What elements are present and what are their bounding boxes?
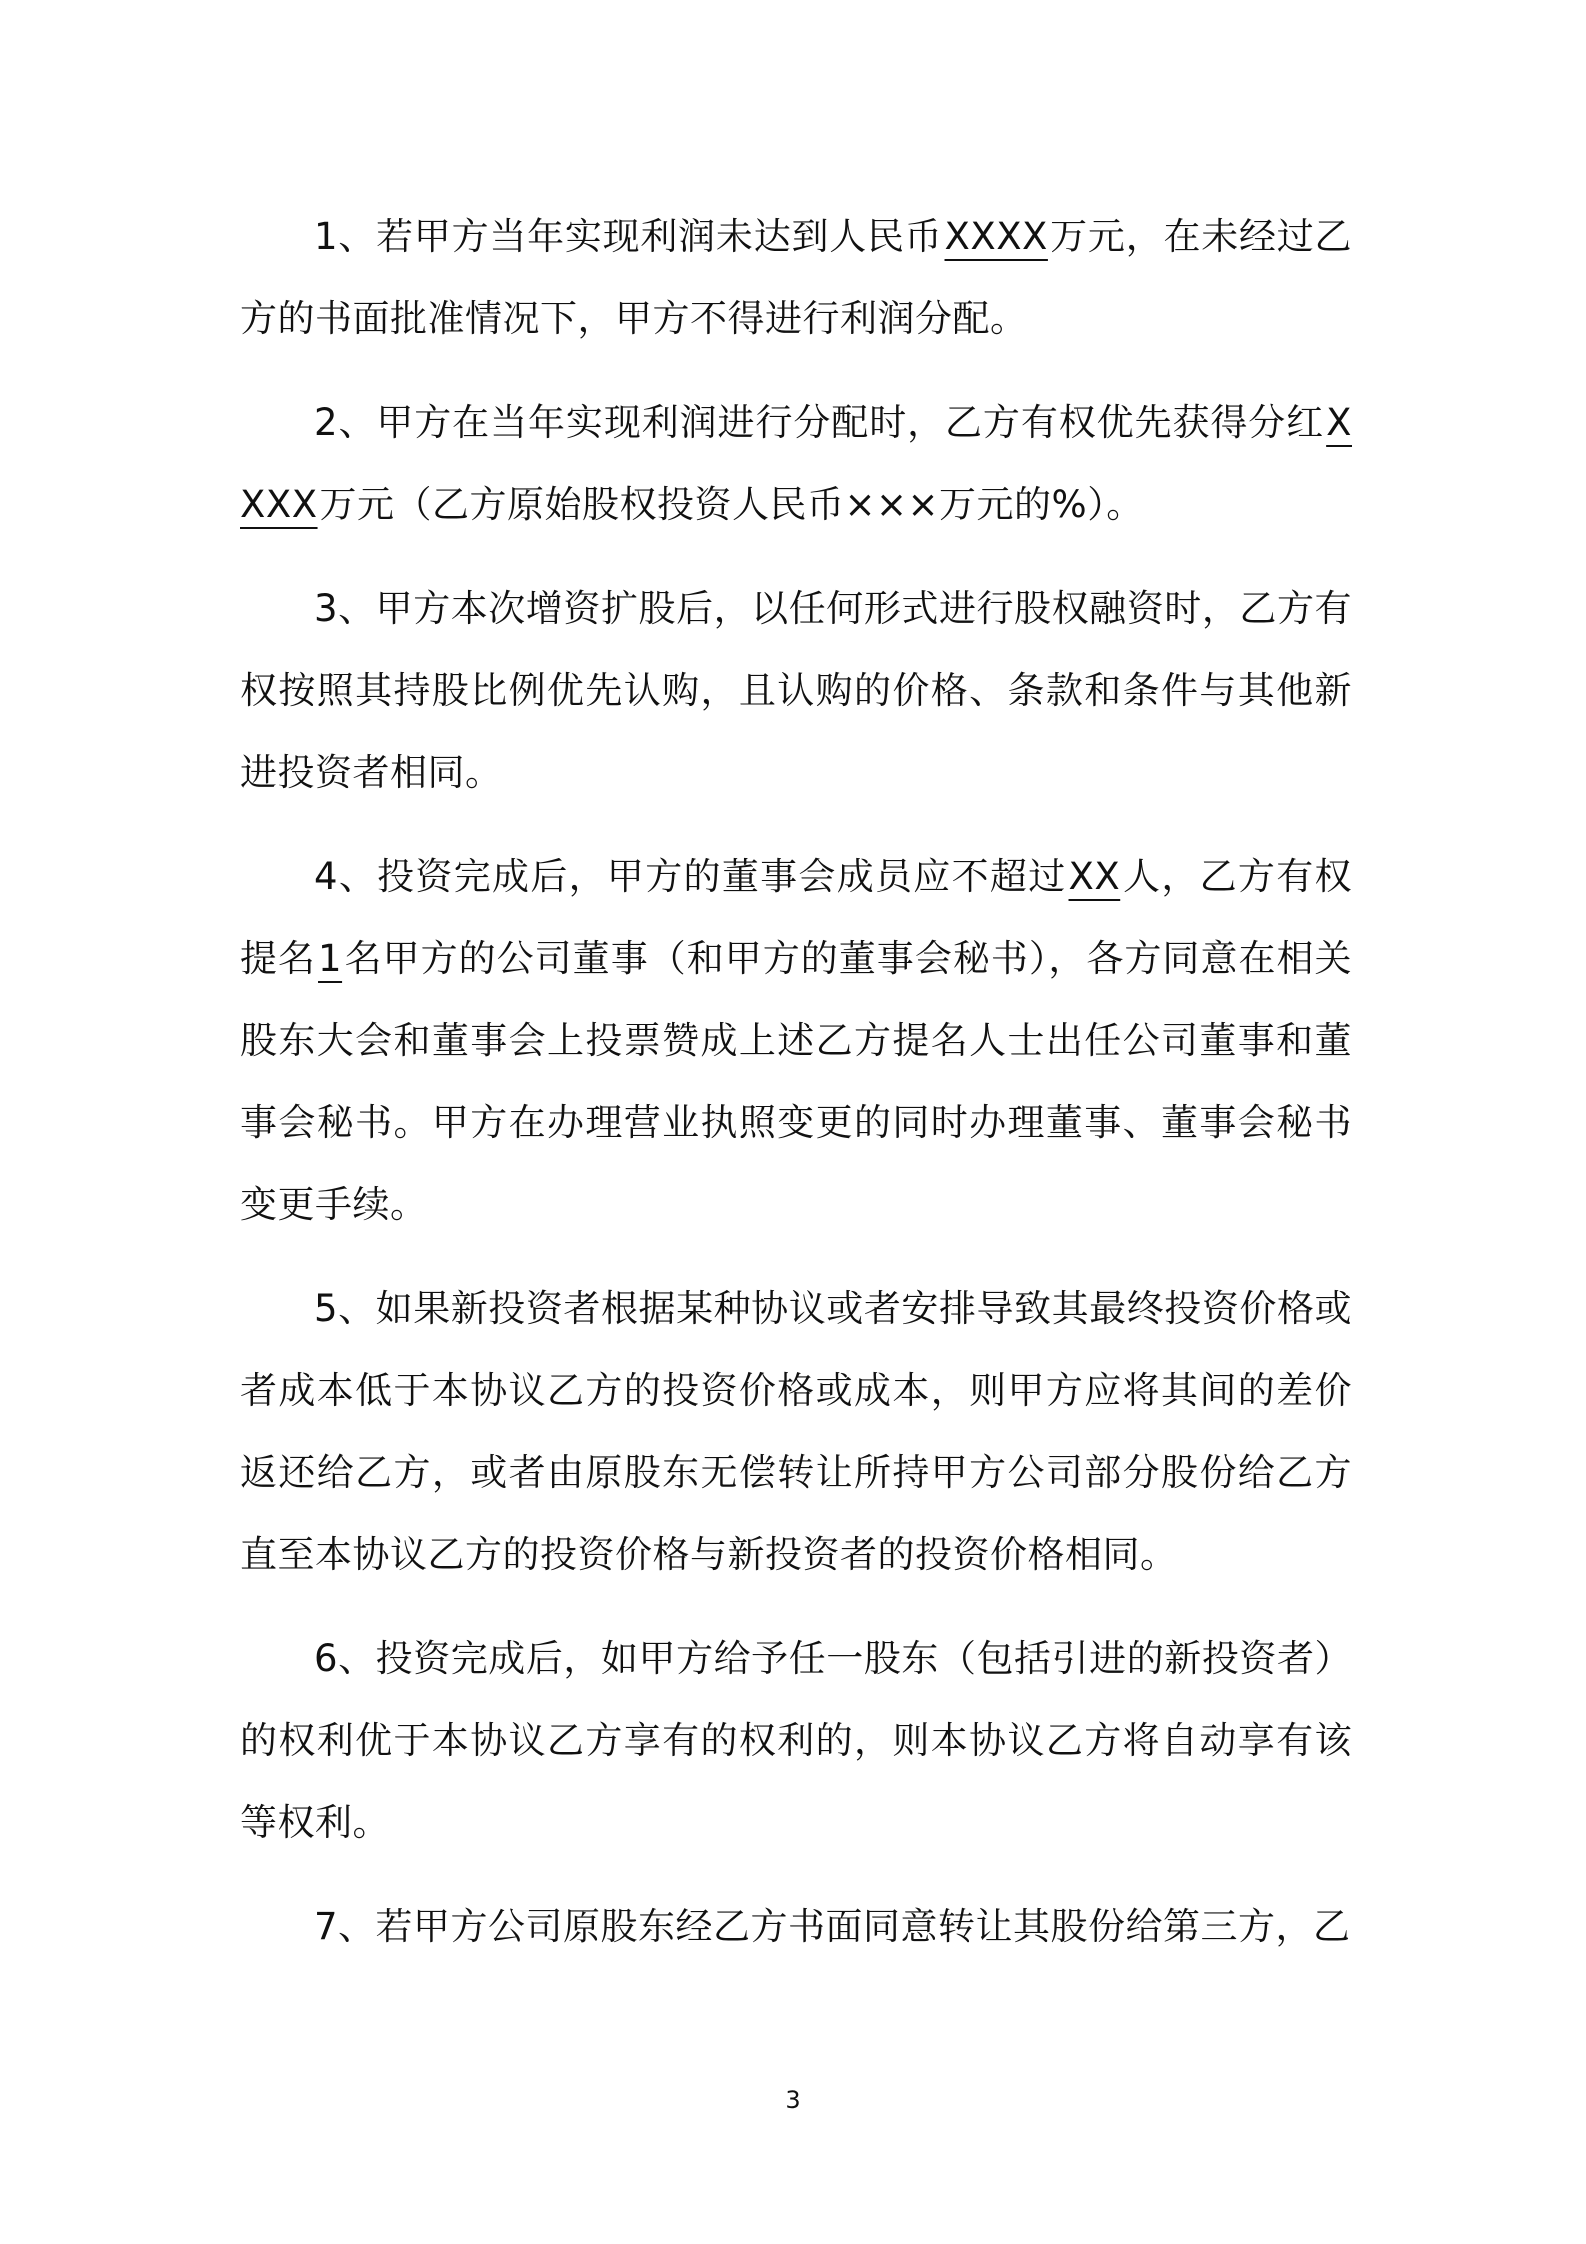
clause-4-text-b: 人，乙方有权提名 [240, 855, 1353, 980]
clause-4 [240, 836, 1352, 1246]
clause-6-text: 6、投资完成后，如甲方给予任一股东（包括引进的新投资者）的权利优于本协议乙方享有的权利的，则本协议乙方将自动享有该等权利。 [240, 1637, 1352, 1844]
clause-2-text-a: 2、甲方在当年实现利润进行分配时，乙方有权优先获得分红 [314, 401, 1325, 444]
clause-3 [240, 568, 1352, 814]
clause-5 [240, 1268, 1352, 1596]
clause-5-text: 5、如果新投资者根据某种协议或者安排导致其最终投资价格或者成本低于本协议乙方的投资价格或成本，则甲方应将其间的差价返还给乙方，或者由原股东无偿转让所持甲方公司部分股份给乙方直至本协议乙方的投资价格与新投资者的投资价格相同。 [240, 1287, 1352, 1576]
clause-7-text: 7、若甲方公司原股东经乙方书面同意转让其股份给第三方，乙 [314, 1905, 1351, 1948]
director-count-blank: 1 [318, 937, 343, 980]
clause-4-text-c: 名甲方的公司董事（和甲方的董事会秘书），各方同意在相关股东大会和董事会上投票赞成上述乙方提名人士出任公司董事和董事会秘书。甲方在办理营业执照变更的同时办理董事、董事会秘书变更手续。 [240, 937, 1352, 1226]
clause-1-text-a: 1、若甲方当年实现利润未达到人民币 [314, 215, 943, 258]
clause-3-text: 3、甲方本次增资扩股后，以任何形式进行股权融资时，乙方有权按照其持股比例优先认购，且认购的价格、条款和条件与其他新进投资者相同。 [240, 587, 1352, 794]
clause-1 [240, 196, 1352, 360]
dividend-amount-blank: XXXX [240, 401, 1352, 526]
clause-2 [240, 382, 1352, 546]
clause-2-text-b: 万元（乙方原始股权投资人民币×××万元的%）。 [319, 483, 1144, 526]
clause-1-text-b: 万元，在未经过乙方的书面批准情况下，甲方不得进行利润分配。 [240, 215, 1353, 340]
document-body [240, 196, 1352, 1990]
page-number: 3 [785, 2086, 801, 2114]
clause-6 [240, 1618, 1352, 1864]
clause-4-text-a: 4、投资完成后，甲方的董事会成员应不超过 [314, 855, 1067, 898]
board-size-blank: XX [1068, 855, 1121, 898]
clause-7 [240, 1886, 1352, 1968]
profit-threshold-blank: XXXX [944, 215, 1048, 258]
